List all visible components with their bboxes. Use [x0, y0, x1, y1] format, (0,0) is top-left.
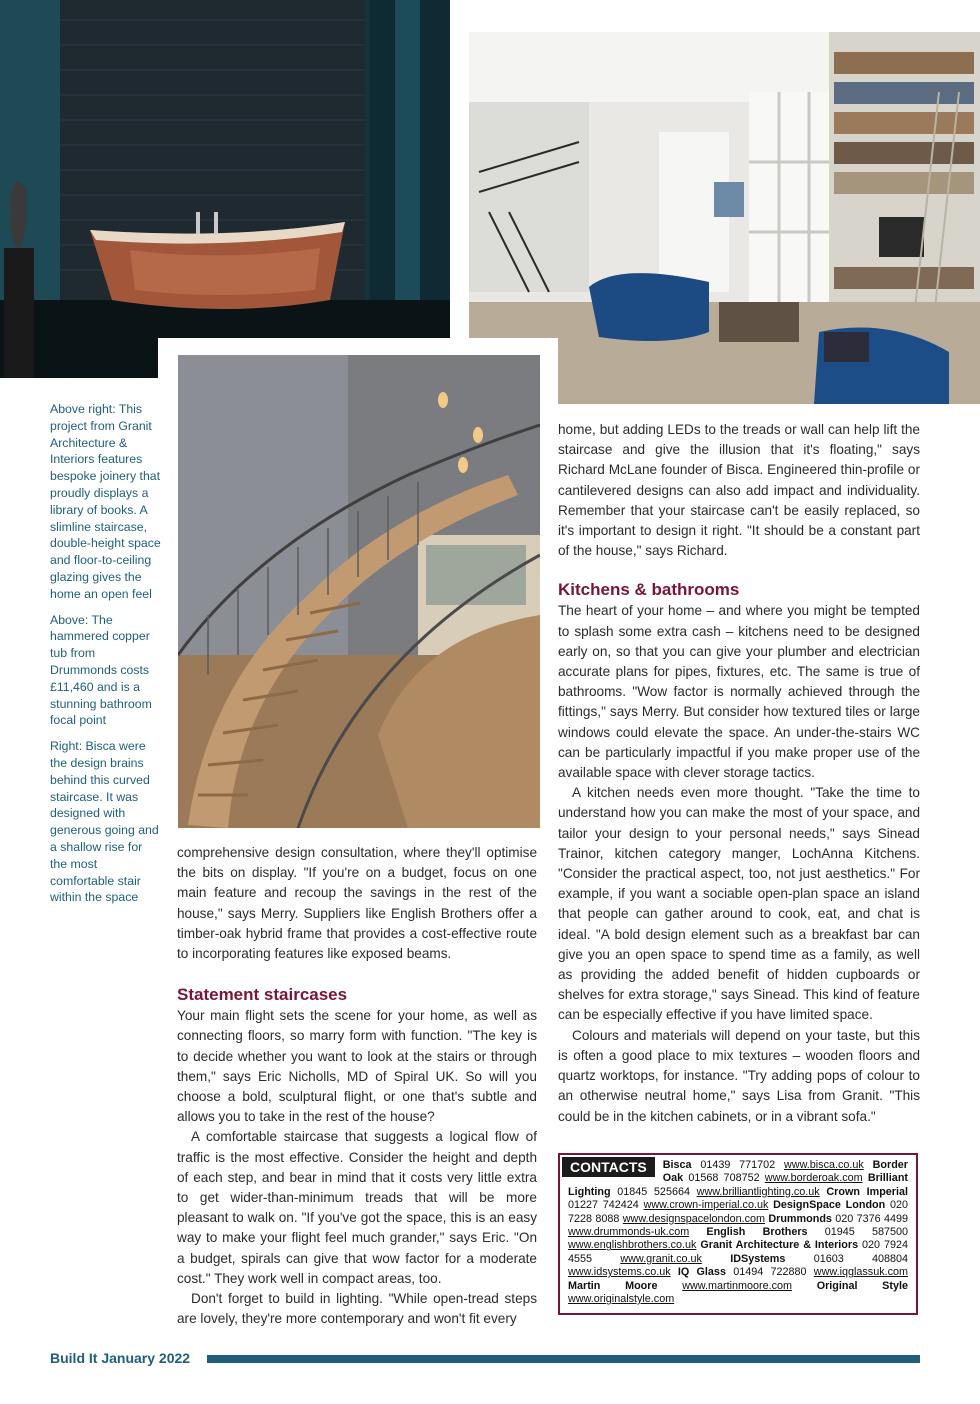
contact-name: Granit Architecture & Interiors — [700, 1239, 859, 1252]
contacts-label: CONTACTS — [562, 1157, 655, 1177]
contact-website-link[interactable]: www.idsystems.co.uk — [568, 1266, 671, 1279]
caption-above-right: Above right: This project from Granit Architecture & Interiors features bespoke joinery that proudly displays a library of books. A slimline staircase, double-height space and floor-to-ceiling glazing gives the home an open feel — [50, 402, 161, 601]
contact-entry — [568, 1280, 817, 1292]
issue-date: January 2022 — [101, 1350, 191, 1366]
contact-website-link[interactable]: www.drummonds-uk.com — [568, 1226, 690, 1239]
contact-phone: 01845 525664 — [610, 1185, 690, 1198]
contact-name: Border Oak — [662, 1159, 908, 1185]
contact-name: Brilliant Lighting — [568, 1172, 909, 1198]
contact-website-link[interactable]: www.crown-imperial.co.uk — [643, 1199, 769, 1212]
paragraph: A comfortable staircase that suggests a logical flow of traffic is the most effective. Consider the height and depth of each step, and bear in mind that it costs very little extra to get wider-than-minimum treads that will be more pleasant to walk on. "If you've got the space, this is an easy way to make your flight feel much grander," says Eric. "On a budget, spirals can give that wow factor for a moderate cost." They work well in compact areas, too. — [177, 1129, 537, 1286]
magazine-name: Build It — [50, 1350, 98, 1366]
contact-phone: 01494 722880 — [725, 1266, 807, 1279]
contact-website-link[interactable]: www.designspacelondon.com — [622, 1212, 765, 1225]
contact-name: IQ Glass — [677, 1266, 726, 1279]
contact-phone: 01603 408804 — [785, 1252, 909, 1265]
heading-statement-staircases: Statement staircases — [177, 985, 348, 1005]
contact-entry — [663, 1159, 873, 1171]
contact-website-link[interactable]: www.borderoak.com — [764, 1172, 863, 1185]
photo-captions — [50, 401, 162, 915]
contact-phone: 01439 771702 — [691, 1159, 776, 1171]
bathroom-photo — [0, 0, 450, 378]
contact-website-link[interactable]: www.granit.co.uk — [620, 1252, 702, 1265]
paragraph: Colours and materials will depend on your taste, but this is often a good place to mix textures – wooden floors and quartz worktops, for instance. "Try adding pops of colour to an otherwise neutral home," says Lisa from Granit. "This could be in the kitchen cabinets, or in a vibrant sofa." — [558, 1027, 920, 1124]
contact-name: Drummonds — [768, 1212, 832, 1225]
contacts-list — [568, 1159, 908, 1305]
paragraph: Don't forget to build in lighting. "While open-tread steps are lovely, they're more contemporary and won't fit every — [177, 1291, 537, 1327]
contact-entry — [678, 1266, 908, 1278]
contact-website-link[interactable]: www.martinmoore.com — [682, 1279, 792, 1292]
contact-website-link[interactable]: www.bisca.co.uk — [783, 1159, 864, 1171]
contact-website-link[interactable]: www.englishbrothers.co.uk — [568, 1239, 697, 1252]
contact-website-link[interactable]: www.iqglassuk.com — [813, 1266, 909, 1279]
caption-right: Right: Bisca were the design brains behind this curved staircase. It was designed with generous going and a shallow rise for the most comfortable stair within the space — [50, 739, 159, 905]
paragraph: A kitchen needs even more thought. "Take the time to understand how you can make the most of your space, and tailor your design to your personal needs," says Sinead Trainor, kitchen category manger, LochAnna Kitchens. "Consider the practical aspect, too, not just aesthetics." For example, if you want a sociable open-plan space an island that people can gather around to cook, eat, and chat is ideal. "A bold design element such as a breakfast bar can give you an open space to spend time as a family, as well as providing the added benefit of hidden cupboards or shelves for extra storage," says Sinead. This kind of feature can be especially effective if you have limited space. — [558, 785, 920, 1023]
contact-phone: 020 7376 4499 — [831, 1212, 908, 1225]
paragraph: comprehensive design consultation, where they'll optimise the bits on display. "If you're on a budget, focus on one main feature and recoup the savings in the rest of the house," says Merry. Suppliers like English Brothers offer a timber-oak hybrid frame that provides a cost-effective route to incorporating features like exposed beams. — [177, 845, 537, 962]
footer-folio — [50, 1350, 190, 1366]
contact-website-link[interactable]: www.brilliantlighting.co.uk — [696, 1185, 820, 1198]
contact-name: Bisca — [662, 1159, 692, 1171]
contact-name: English Brothers — [706, 1226, 808, 1239]
contact-name: Martin Moore — [568, 1279, 658, 1292]
right-text-column — [558, 420, 920, 1127]
footer-rule — [207, 1355, 920, 1363]
contact-phone: 01227 742424 — [568, 1199, 639, 1212]
contact-name: Crown Imperial — [826, 1185, 909, 1198]
contacts-box — [558, 1153, 918, 1315]
paragraph: The heart of your home – and where you might be tempted to splash some extra cash – kitchens need to be designed early on, so that you can give your plumber and electrician accurate plans for pipes, fixtures, etc. The same is true of bathrooms. "Wow factor is normally achieved through the fittings," says Merry. But consider how textured tiles or large windows could elevate the space. An under-the-stairs WC can be particularly impactful if you make proper use of the available space with clever storage tactics. — [558, 603, 920, 781]
contact-name: DesignSpace London — [773, 1199, 886, 1212]
contact-phone: 020 7228 8088 — [568, 1199, 909, 1225]
contact-name: Original Style — [816, 1279, 908, 1292]
left-text-column — [177, 843, 537, 1329]
paragraph: Your main flight sets the scene for your home, as well as connecting floors, so marry form with function. "The key is to decide whether you want to look at the stairs or through them," says Eric Nicholls, MD of Spiral UK. So will you choose a bold, sculptural flight, or one that's subtle and allows you to take in the rest of the house? — [177, 1008, 537, 1125]
contact-phone: 01568 708752 — [683, 1172, 760, 1185]
paragraph: home, but adding LEDs to the treads or wall can help lift the staircase and give the illusion that it's floating," says Richard McLane founder of Bisca. Engineered thin-profile or cantilevered designs can also add impact and individuality. Remember that your staircase can't be easily replaced, so it's important to design it right. "It should be a constant part of the house," says Richard. — [558, 422, 920, 559]
staircase-photo — [178, 355, 540, 828]
caption-above: Above: The hammered copper tub from Drummonds costs £11,460 and is a stunning bathroom focal point — [50, 612, 152, 728]
heading-kitchens-bathrooms: Kitchens & bathrooms — [558, 580, 740, 600]
contact-name: IDSystems — [730, 1252, 786, 1265]
contact-phone: 01945 587500 — [807, 1226, 908, 1239]
contact-website-link[interactable]: www.originalstyle.com — [568, 1293, 675, 1306]
contact-phone: 020 7924 4555 — [568, 1239, 908, 1265]
